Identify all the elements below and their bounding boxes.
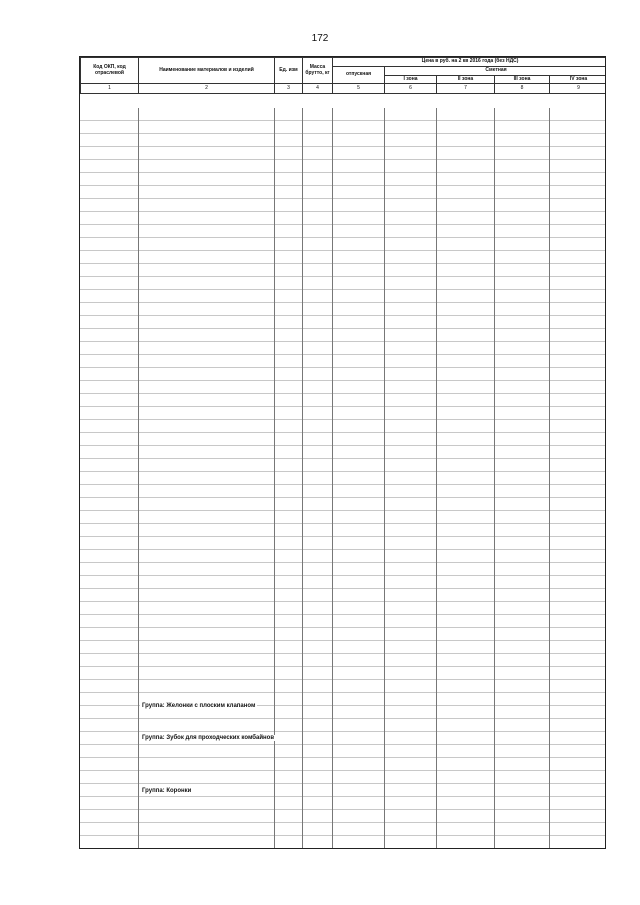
column-number: 2 [139, 84, 275, 94]
mass-header: Масса брутто, кг [303, 58, 333, 84]
column-divider [332, 108, 333, 848]
release-price-header: отпускная [333, 66, 385, 84]
group-caption: Группа: Желонки с плоским клапаном [142, 703, 256, 709]
column-number: 3 [275, 84, 303, 94]
column-number: 9 [550, 84, 607, 94]
code-header: Код ОКП, код отраслевой [81, 58, 139, 84]
column-number: 6 [385, 84, 437, 94]
table-header [80, 57, 606, 94]
estimate-price-header: Сметная [385, 66, 607, 75]
column-numbers-row [81, 84, 607, 94]
column-number: 7 [437, 84, 495, 94]
page-number: 172 [311, 33, 329, 44]
unit-header: Ед. изм [275, 58, 303, 84]
group-caption: Группа: Зубок для проходческих комбайнов [142, 735, 275, 741]
column-divider [302, 108, 303, 848]
group-caption: Группа: Коронки [142, 788, 192, 794]
column-number: 5 [333, 84, 385, 94]
price-header: Цена в руб. на 2 кв 2016 года (без НДС) [333, 58, 607, 67]
column-divider [138, 108, 139, 848]
table-body-unreadable [80, 108, 605, 848]
column-divider [384, 108, 385, 848]
column-divider [549, 108, 550, 848]
column-number: 8 [495, 84, 550, 94]
column-number: 4 [303, 84, 333, 94]
column-divider [494, 108, 495, 848]
zone-2-header: II зона [437, 75, 495, 84]
zone-1-header: I зона [385, 75, 437, 84]
column-number: 1 [81, 84, 139, 94]
price-table [79, 56, 606, 849]
column-divider [436, 108, 437, 848]
name-header: Наименование материалов и изделий [139, 58, 275, 84]
zone-3-header: III зона [495, 75, 550, 84]
zone-4-header: IV зона [550, 75, 607, 84]
